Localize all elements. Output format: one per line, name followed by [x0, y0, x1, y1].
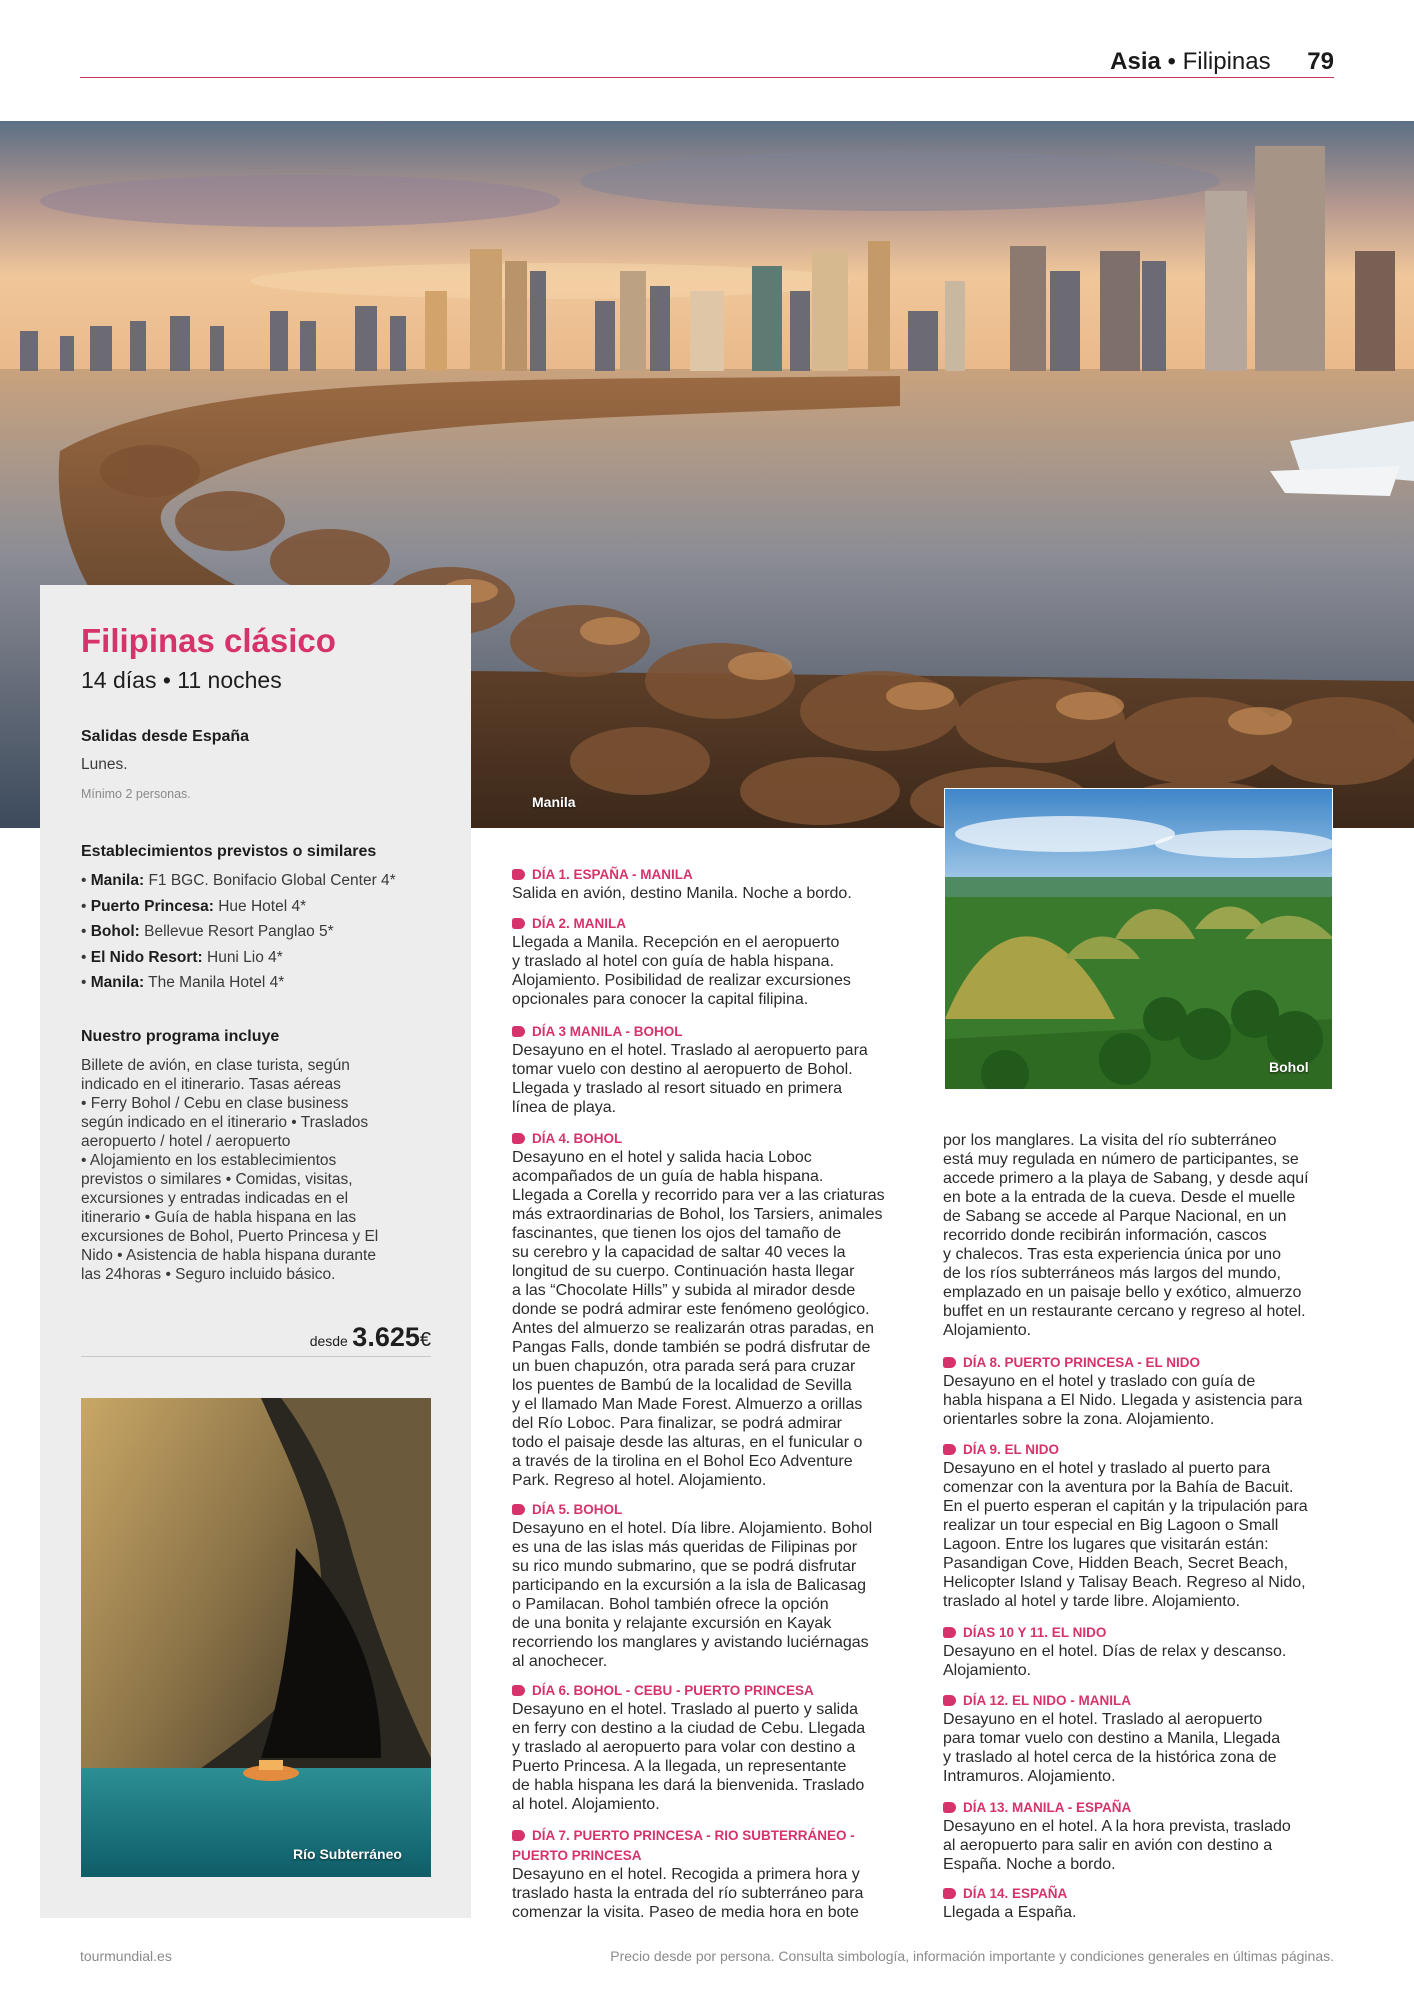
caption-rio-subterraneo: Río Subterráneo — [293, 1846, 402, 1862]
day-heading: DÍA 13. MANILA - ESPAÑA — [943, 1800, 1334, 1815]
day-heading: DÍA 9. EL NIDO — [943, 1442, 1334, 1457]
day-heading: DÍA 12. EL NIDO - MANILA — [943, 1693, 1334, 1708]
arrow-bullet-icon — [512, 1026, 525, 1037]
day-heading: DÍA 6. BOHOL - CEBU - PUERTO PRINCESA — [512, 1683, 903, 1698]
day-description: Desayuno en el hotel y salida hacia Loboc acompañados de un guía de habla hispana. Llegada a Corella y recorrido para ver a las criaturas más extraordinarias de Bohol, los Tarsiers, animales fascinantes, que tienen los ojos del tamaño de su cerebro y la capacidad de saltar 40 veces la longitud de su cuerpo. Continuación hasta llegar a las “Chocolate Hills” y subida al mirador desde donde se podrá admirar este fenómeno geológico. Antes del almuerzo se realizarán otras paradas, en Pangas Falls, donde también se podrá disfrutar de un buen chapuzón, otra parada será para cruzar los puentes de Bambú de la localidad de Sevilla y el llamado Man Made Forest. Almuerzo a orillas del Río Loboc. Para finalizar, se podrá admirar todo el paisaje desde las alturas, en el funicular o a través de la tirolina en el Bohol Eco Adventure Park. Regreso al hotel. Alojamiento. — [512, 1149, 885, 1489]
arrow-bullet-icon — [512, 1685, 525, 1696]
hotels-heading: Establecimientos previstos o similares — [81, 843, 377, 860]
day-description: Desayuno en el hotel. Días de relax y descanso. Alojamiento. — [943, 1643, 1287, 1679]
day-heading: DÍAS 10 Y 11. EL NIDO — [943, 1625, 1334, 1640]
price-divider — [81, 1356, 431, 1357]
caption-manila: Manila — [532, 794, 576, 810]
departures-minimum: Mínimo 2 personas. — [81, 787, 191, 801]
trip-title: Filipinas clásico — [81, 622, 336, 659]
day-description: Desayuno en el hotel y traslado con guía de habla hispana a El Nido. Llegada y asistencia para orientarles sobre la zona. Alojamiento. — [943, 1373, 1303, 1428]
day-description: Desayuno en el hotel. Recogida a primera hora y traslado hasta la entrada del río subterráneo para comenzar la visita. Paseo de media hora en bote — [512, 1866, 864, 1921]
header-country: Filipinas — [1182, 48, 1271, 75]
day-heading: DÍA 5. BOHOL — [512, 1502, 903, 1517]
day-heading: DÍA 7. PUERTO PRINCESA - RIO SUBTERRÁNEO - — [512, 1828, 903, 1843]
arrow-bullet-icon — [943, 1627, 956, 1638]
day-description: Salida en avión, destino Manila. Noche a bordo. — [512, 885, 852, 902]
footer-disclaimer: Precio desde por persona. Consulta simbología, información importante y condiciones generales en últimas páginas. — [610, 1948, 1334, 1964]
departures-heading: Salidas desde España — [81, 728, 250, 745]
hotel-item: • Puerto Princesa: Hue Hotel 4* — [81, 897, 307, 915]
day-description: Llegada a Manila. Recepción en el aeropuerto y traslado al hotel con guía de habla hispana. Alojamiento. Posibilidad de realizar excursiones opcionales para conocer la capital filipina. — [512, 934, 851, 1008]
arrow-bullet-icon — [512, 1133, 525, 1144]
page-number: 79 — [1307, 48, 1334, 75]
day-description: Desayuno en el hotel. A la hora prevista, traslado al aeropuerto para salir en avión con destino a España. Noche a bordo. — [943, 1818, 1291, 1873]
header-section: Asia — [1110, 48, 1161, 75]
arrow-bullet-icon — [943, 1357, 956, 1368]
day-heading-continued: PUERTO PRINCESA — [512, 1848, 642, 1863]
caption-bohol: Bohol — [1269, 1059, 1309, 1075]
photo-bohol — [944, 788, 1333, 1090]
day-heading: DÍA 4. BOHOL — [512, 1131, 903, 1146]
day-heading: DÍA 14. ESPAÑA — [943, 1886, 1334, 1901]
hotel-item: • Manila: The Manila Hotel 4* — [81, 974, 285, 991]
day-description: Llegada a España. — [943, 1904, 1077, 1921]
day-description: Desayuno en el hotel. Traslado al puerto y salida en ferry con destino a la ciudad de Cebu. Llegada y traslado al aeropuerto para volar con destino a Puerto Princesa. A la llegada, un representante de habla hispana les dará la bienvenida. Traslado al hotel. Alojamiento. — [512, 1701, 866, 1813]
day-heading: DÍA 3 MANILA - BOHOL — [512, 1024, 903, 1039]
trip-summary-panel — [40, 585, 471, 1918]
trip-duration: 14 días • 11 noches — [81, 667, 282, 693]
arrow-bullet-icon — [943, 1695, 956, 1706]
price-from-label: desde — [309, 1333, 348, 1349]
day-heading: DÍA 2. MANILA — [512, 916, 903, 931]
arrow-bullet-icon — [943, 1444, 956, 1455]
arrow-bullet-icon — [943, 1802, 956, 1813]
hotel-item: • Bohol: Bellevue Resort Panglao 5* — [81, 923, 334, 940]
hotels-list — [81, 868, 396, 996]
price-currency: € — [419, 1329, 431, 1351]
header-separator: • — [1167, 48, 1176, 75]
day-heading: DÍA 1. ESPAÑA - MANILA — [512, 867, 903, 882]
photo-rio-subterraneo — [81, 1398, 431, 1877]
arrow-bullet-icon — [512, 1830, 525, 1841]
hotel-item: • Manila: F1 BGC. Bonifacio Global Center 4* — [81, 872, 396, 889]
price — [81, 1322, 431, 1353]
footer-website: tourmundial.es — [80, 1948, 172, 1964]
includes-heading: Nuestro programa incluye — [81, 1028, 280, 1045]
price-amount: 3.625 — [352, 1322, 420, 1352]
header-divider — [80, 77, 1334, 78]
day-heading: DÍA 8. PUERTO PRINCESA - EL NIDO — [943, 1355, 1334, 1370]
day-description-continued: por los manglares. La visita del río subterráneo está muy regulada en número de participantes, se accede primero a la playa de Sabang, y desde aquí en bote a la entrada de la cueva. Desde el muelle de Sabang se accede al Parque Nacional, en un recorrido donde recibirán información, cascos y chalecos. Tras esta experiencia única por uno de los ríos subterráneos más largos del mundo, emplazado en un paisaje bello y exótico, almuerzo buffet en un restaurante cercano y regreso al hotel. Alojamiento. — [943, 1132, 1309, 1339]
arrow-bullet-icon — [512, 1504, 525, 1515]
header-breadcrumb — [1110, 48, 1334, 76]
departures-days: Lunes. — [81, 756, 128, 773]
page-header — [80, 48, 1334, 80]
hotel-item: • El Nido Resort: Huni Lio 4* — [81, 948, 283, 966]
day-description: Desayuno en el hotel y traslado al puerto para comenzar con la aventura por la Bahía de Bacuit. En el puerto esperan el capitán y la tripulación para realizar un tour especial en Big Lagoon o Small Lagoon. Entre los lugares que visitarán están: Pasandigan Cove, Hidden Beach, Secret Beach, Helicopter Island y Talisay Beach. Regreso al Nido, traslado al hotel y tarde libre. Alojamiento. — [943, 1460, 1308, 1610]
arrow-bullet-icon — [512, 869, 525, 880]
arrow-bullet-icon — [943, 1888, 956, 1899]
day-description: Desayuno en el hotel. Traslado al aeropuerto para tomar vuelo con destino al aeropuerto de Bohol. Llegada y traslado al resort situado en primera línea de playa. — [512, 1042, 868, 1116]
day-description: Desayuno en el hotel. Traslado al aeropuerto para tomar vuelo con destino a Manila, Llegada y traslado al hotel cerca de la histórica zona de Intramuros. Alojamiento. — [943, 1711, 1281, 1785]
includes-text: Billete de avión, en clase turista, según indicado en el itinerario. Tasas aéreas • Ferry Bohol / Cebu en clase business según indicado en el itinerario • Traslados aeropuerto / hotel / aeropuerto • Alojamiento en los establecimientos previstos o similares • Comidas, visitas, excursiones y entradas indicadas en el itinerario • Guía de habla hispana en las excursiones de Bohol, Puerto Princesa y El Nido • Asistencia de habla hispana durante las 24horas • Seguro incluido básico. — [81, 1057, 379, 1283]
day-description: Desayuno en el hotel. Día libre. Alojamiento. Bohol es una de las islas más queridas de Filipinas por su rico mundo submarino, que se podrá disfrutar participando en la excursión a la isla de Balicasag o Pamilacan. Bohol también ofrece la opción de una bonita y relajante excursión en Kayak recorriendo los manglares y avistando luciérnagas al anochecer. — [512, 1520, 873, 1670]
arrow-bullet-icon — [512, 918, 525, 929]
